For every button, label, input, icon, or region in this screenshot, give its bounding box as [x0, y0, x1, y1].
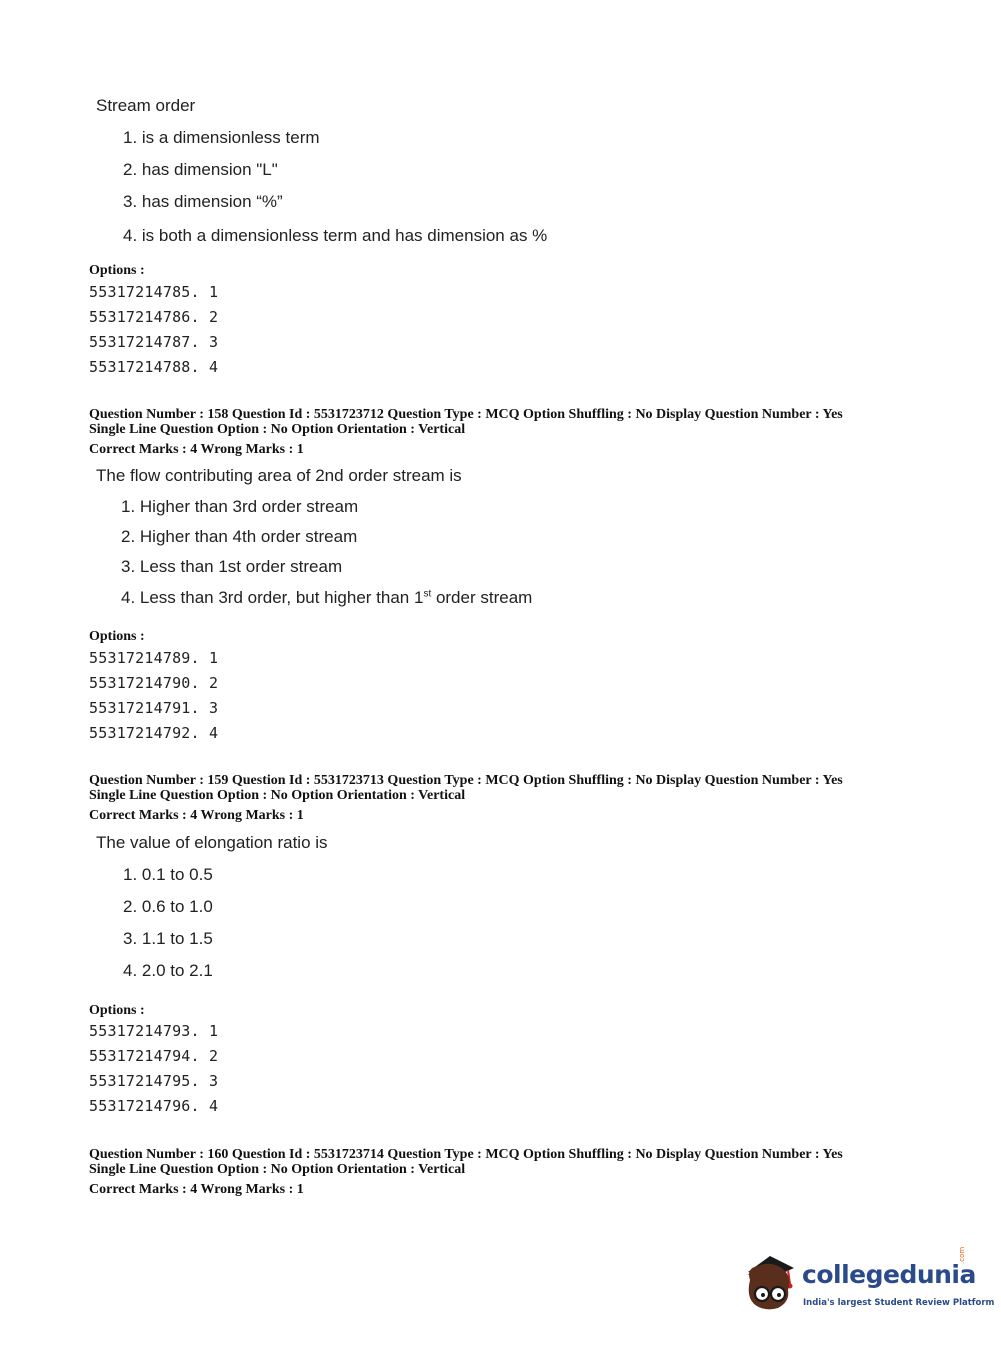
options-label: Options :: [89, 263, 145, 278]
question-meta-line: Single Line Question Option : No Option Orientation : Vertical: [89, 788, 466, 803]
question-meta-line: Question Number : 159 Question Id : 5531723713 Question Type : MCQ Option Shuffling : No Display Question Number : Yes: [89, 773, 843, 788]
question-meta-line: Single Line Question Option : No Option Orientation : Vertical: [89, 422, 466, 437]
logo-tagline: India's largest Student Review Platform: [803, 1298, 995, 1308]
option-id: 55317214796. 4: [89, 1097, 219, 1115]
answer-choice: 3. has dimension “%”: [123, 192, 283, 211]
question-text: Stream order: [96, 96, 196, 115]
option-id: 55317214789. 1: [89, 649, 219, 667]
answer-choice: 3. Less than 1st order stream: [121, 557, 343, 576]
question-meta-line: Single Line Question Option : No Option Orientation : Vertical: [89, 1162, 466, 1177]
answer-choice: 1. 0.1 to 0.5: [123, 865, 213, 884]
answer-choice: 4. 2.0 to 2.1: [123, 961, 213, 980]
answer-choice: 2. Higher than 4th order stream: [121, 527, 358, 546]
option-id: 55317214785. 1: [89, 283, 219, 301]
option-id: 55317214791. 3: [89, 699, 219, 717]
option-id: 55317214795. 3: [89, 1072, 219, 1090]
question-meta-line: Question Number : 158 Question Id : 5531723712 Question Type : MCQ Option Shuffling : No Display Question Number : Yes: [89, 407, 843, 422]
answer-choice-text: order stream: [431, 588, 533, 607]
option-id: 55317214787. 3: [89, 333, 219, 351]
question-marks: Correct Marks : 4 Wrong Marks : 1: [89, 1182, 304, 1197]
option-id: 55317214792. 4: [89, 724, 219, 742]
question-text: The value of elongation ratio is: [96, 833, 328, 852]
options-label: Options :: [89, 1003, 145, 1018]
logo-domain: .com: [958, 1246, 966, 1264]
question-marks: Correct Marks : 4 Wrong Marks : 1: [89, 808, 304, 823]
option-id: 55317214793. 1: [89, 1022, 219, 1040]
question-marks: Correct Marks : 4 Wrong Marks : 1: [89, 442, 304, 457]
option-id: 55317214794. 2: [89, 1047, 219, 1065]
answer-choice: 2. has dimension "L": [123, 160, 278, 179]
answer-choice: 3. 1.1 to 1.5: [123, 929, 213, 948]
collegedunia-logo: [742, 1246, 995, 1320]
mascot-icon: [742, 1250, 802, 1314]
option-id: 55317214786. 2: [89, 308, 219, 326]
answer-choice: 1. Higher than 3rd order stream: [121, 497, 359, 516]
options-label: Options :: [89, 629, 145, 644]
answer-choice: 2. 0.6 to 1.0: [123, 897, 213, 916]
option-id: 55317214790. 2: [89, 674, 219, 692]
option-id: 55317214788. 4: [89, 358, 219, 376]
ordinal-suffix: st: [423, 588, 432, 600]
answer-choice: 4. is both a dimensionless term and has dimension as %: [123, 226, 548, 245]
question-text: The flow contributing area of 2nd order stream is: [96, 466, 462, 485]
answer-choice-text: 4. Less than 3rd order, but higher than 1: [121, 588, 424, 607]
question-meta-line: Question Number : 160 Question Id : 5531723714 Question Type : MCQ Option Shuffling : No Display Question Number : Yes: [89, 1147, 843, 1162]
logo-wordmark: collegedunia: [802, 1260, 976, 1289]
answer-choice: 1. is a dimensionless term: [123, 128, 320, 147]
answer-choice: [121, 588, 532, 608]
